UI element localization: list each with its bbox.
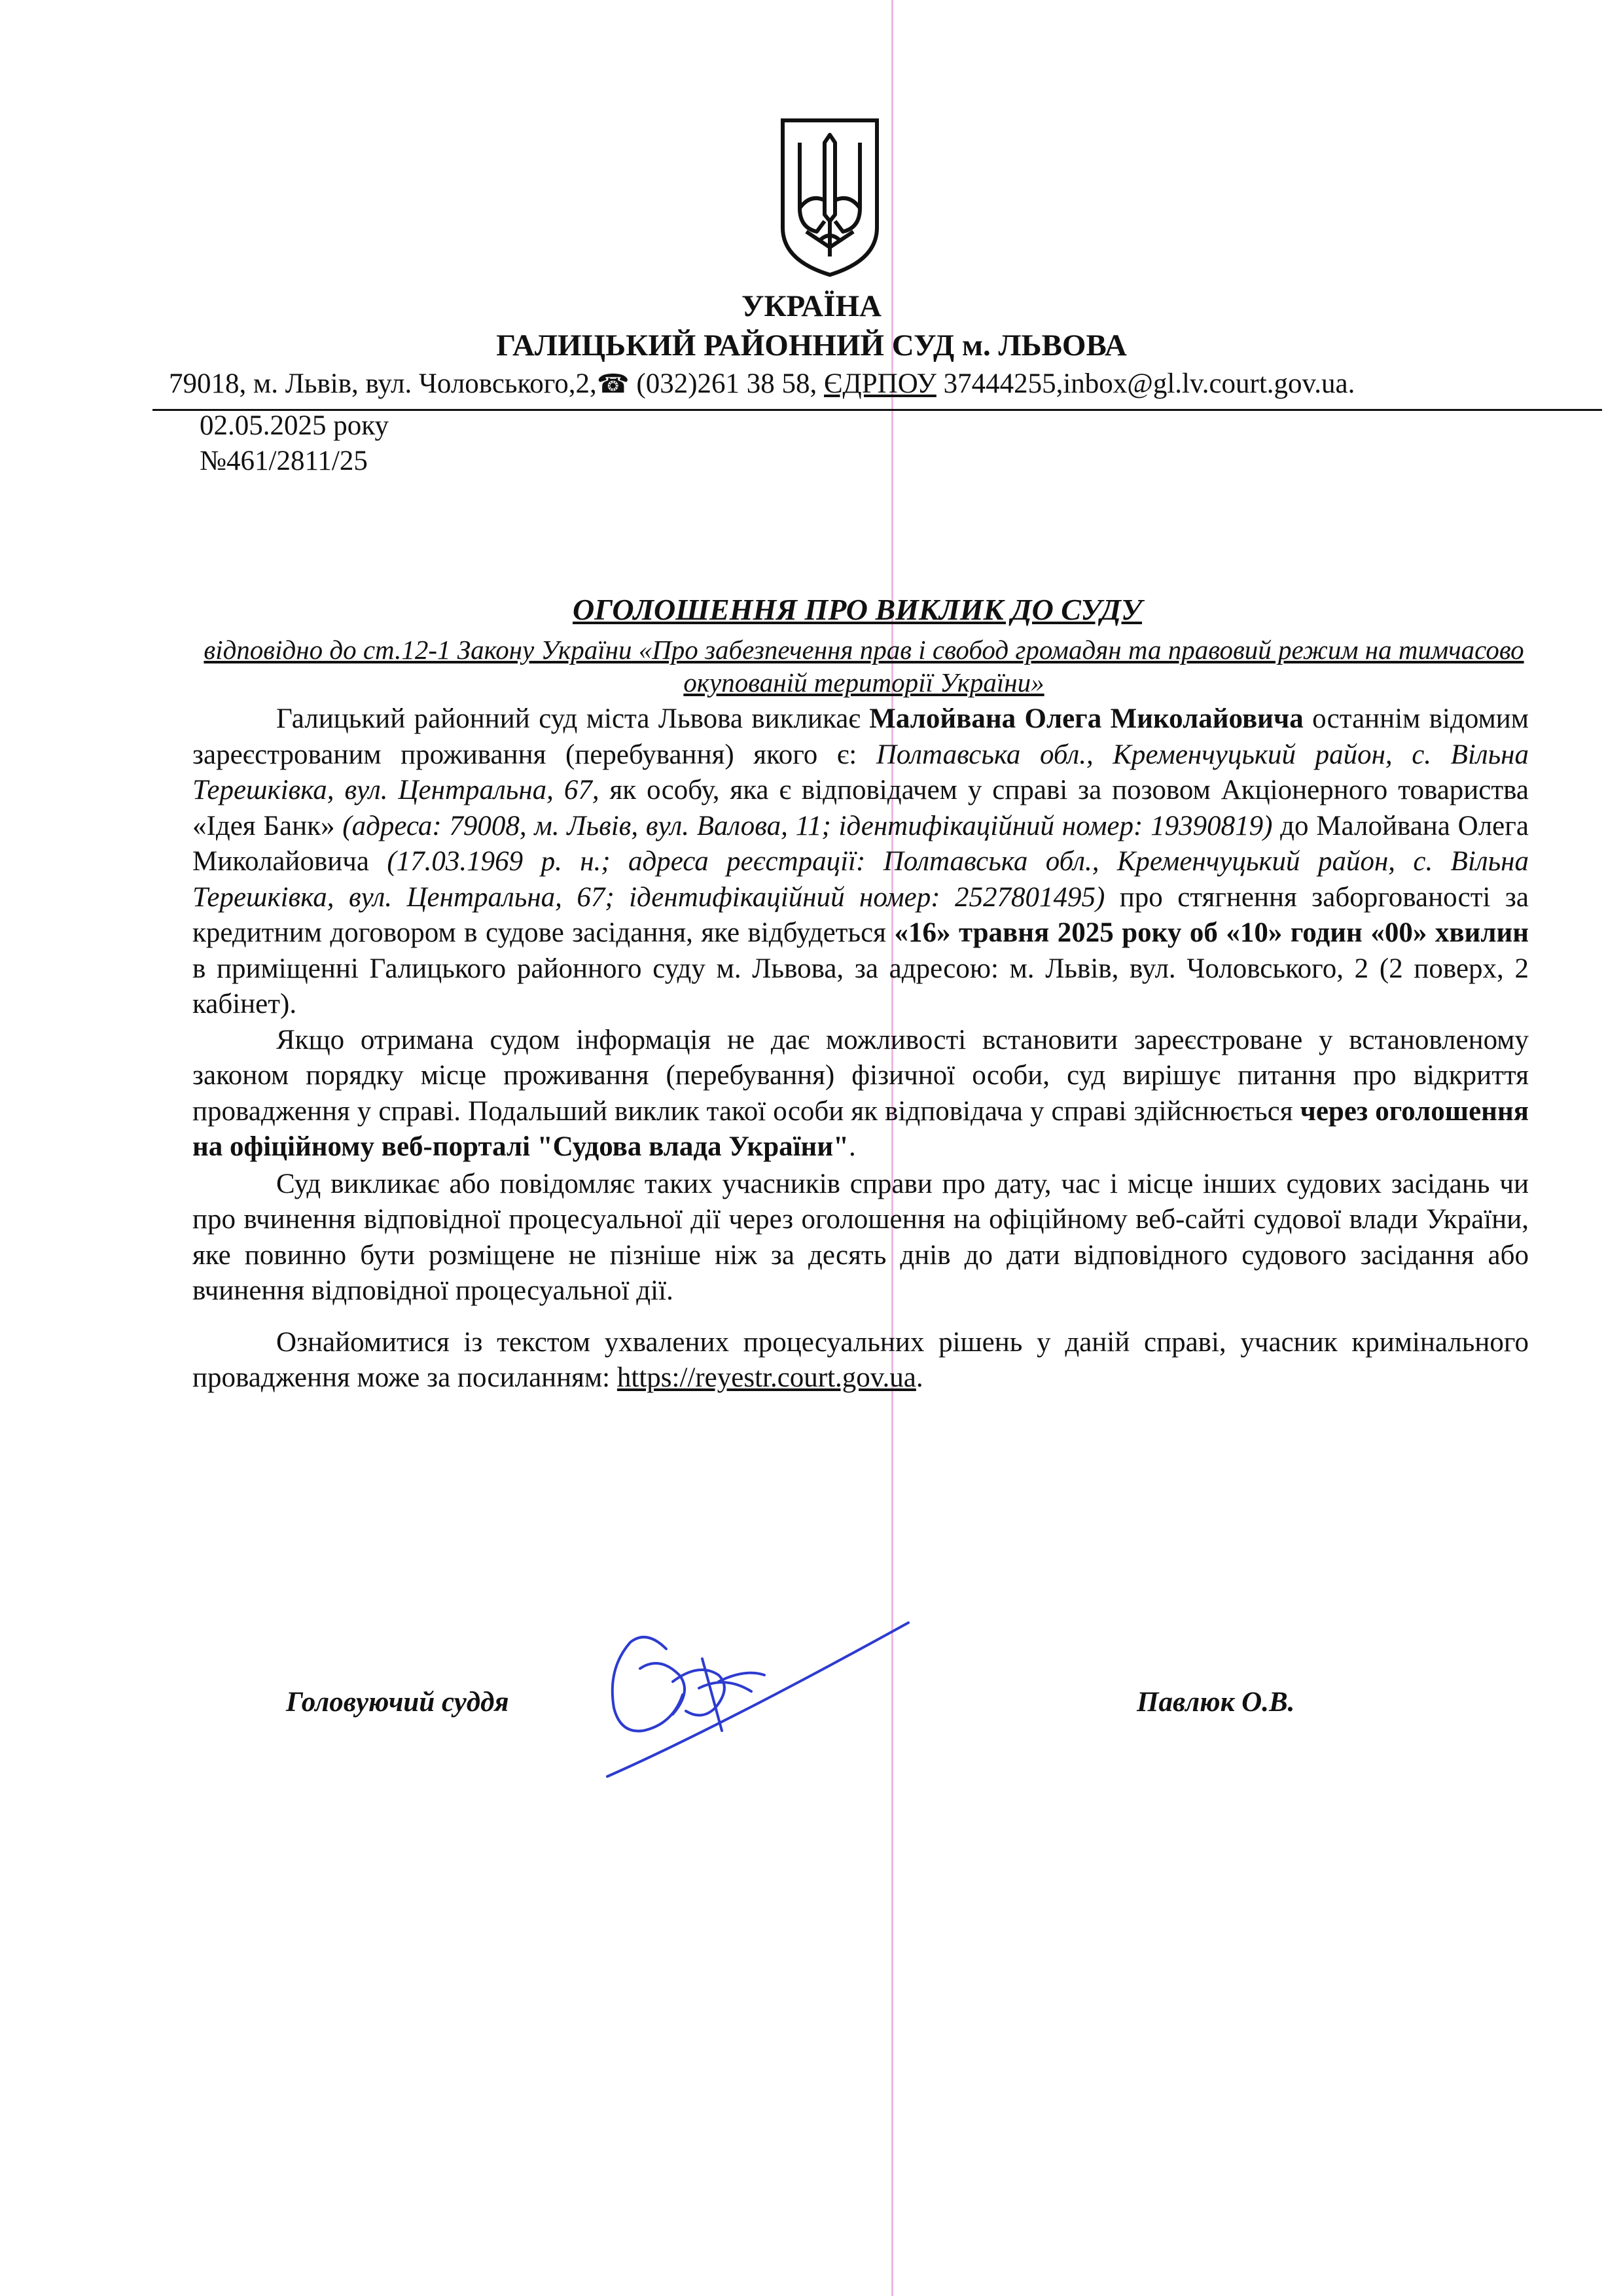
- paragraph-registry: [192, 1325, 1529, 1396]
- registry-link[interactable]: https://reyestr.court.gov.ua: [616, 1362, 916, 1393]
- p4-text-2: .: [916, 1362, 923, 1393]
- country-heading: УКРАЇНА: [741, 289, 882, 323]
- defendant-details: (17.03.1969 р. н.; адреса реєстрації: Полтавська обл., Кременчуцький район, с. Вільна Терешківка, вул. Центральна, 67; ідентифікаційний номер: 2527801495): [192, 846, 1529, 913]
- notice-subtitle: відповідно до ст.12-1 Закону України «Про забезпечення прав і свобод громадян та правовий режим на тимчасово окупованій території України»: [204, 635, 1524, 698]
- address-separator: ,: [810, 368, 825, 399]
- court-heading: ГАЛИЦЬКИЙ РАЙОННИЙ СУД м. ЛЬВОВА: [496, 328, 1127, 362]
- p2-text-1: Якщо отримана судом інформація не дає можливості встановити зареєстроване у встановленому законом порядку місце проживання (перебування) фізичної особи, суд вирішує питання про відкриття провадження у справі. Подальший виклик такої особи як відповідача у справі здійснюється: [192, 1024, 1529, 1127]
- p1-text-5: про стягнення заборгованості за кредитним договором в судове засідання, яке відбудеться: [192, 881, 1529, 948]
- defendant-name: Малойвана Олега Миколайовича: [869, 703, 1304, 734]
- notice-title: ОГОЛОШЕННЯ ПРО ВИКЛИК ДО СУДУ: [573, 593, 1142, 626]
- document-number: №461/2811/25: [200, 446, 368, 476]
- portal-notice: через оголошення на офіційному веб-порталі "Судова влада України": [192, 1095, 1529, 1162]
- judge-name: Павлюк О.В.: [1137, 1687, 1295, 1718]
- hearing-datetime: «16» травня 2025 року об «10» годин «00» хвилин: [894, 917, 1529, 948]
- judge-title: Головуючий суддя: [286, 1687, 509, 1718]
- telephone-icon: ☎: [596, 369, 630, 398]
- p1-text-4: до Малойвана Олега Миколайовича: [192, 810, 1529, 877]
- address-street: 79018, м. Львів, вул. Чоловського,2,: [169, 368, 597, 399]
- address-code-email: 37444255,inbox@gl.lv.court.gov.ua.: [936, 368, 1355, 399]
- p1-text-6: в приміщенні Галицького районного суду м. Львова, за адресою: м. Львів, вул. Чоловського, 2 (2 поверх, 2 кабінет).: [192, 953, 1529, 1019]
- p1-text-2: останнім відомим зареєстрованим проживання (перебування) якого є:: [192, 703, 1529, 770]
- paragraph-notification: Суд викликає або повідомляє таких учасників справи про дату, час і місце інших судових засідань чи про вчинення відповідної процесуальної дії через оголошення на офіційному веб-сайті судової влади України, яке повинно бути розміщене не пізніше ніж за десять днів до дати відповідного судового засідання або вчинення відповідної процесуальної дії.: [192, 1168, 1529, 1306]
- handwritten-signature: [568, 1577, 935, 1819]
- paragraph-summons: [192, 701, 1529, 1023]
- p1-text-3: як особу, яка є відповідачем у справі за позовом Акціонерного товариства «Ідея Банк»: [192, 775, 1529, 841]
- paragraph-procedure: [192, 1023, 1529, 1165]
- document-date: 02.05.2025 року: [200, 410, 389, 441]
- p1-text-1: Галицький районний суд міста Львова викликає: [276, 703, 870, 734]
- court-address-line: [169, 365, 1569, 403]
- coat-of-arms-emblem: [777, 116, 882, 277]
- notice-body: [192, 701, 1529, 1396]
- p4-text-1: Ознайомитися із текстом ухвалених процесуальних рішень у даній справі, учасник кримінального провадження може за посиланням:: [192, 1326, 1529, 1393]
- plaintiff-details: (адреса: 79008, м. Львів, вул. Валова, 11; ідентифікаційний номер: 19390819): [342, 810, 1273, 841]
- address-phone: (032)261 38 58: [629, 368, 810, 399]
- edrpou-label: ЄДРПОУ: [824, 368, 936, 399]
- p2-text-2: .: [848, 1131, 856, 1162]
- defendant-last-address: Полтавська обл., Кременчуцький район, с. Вільна Терешківка, вул. Центральна, 67,: [192, 739, 1529, 805]
